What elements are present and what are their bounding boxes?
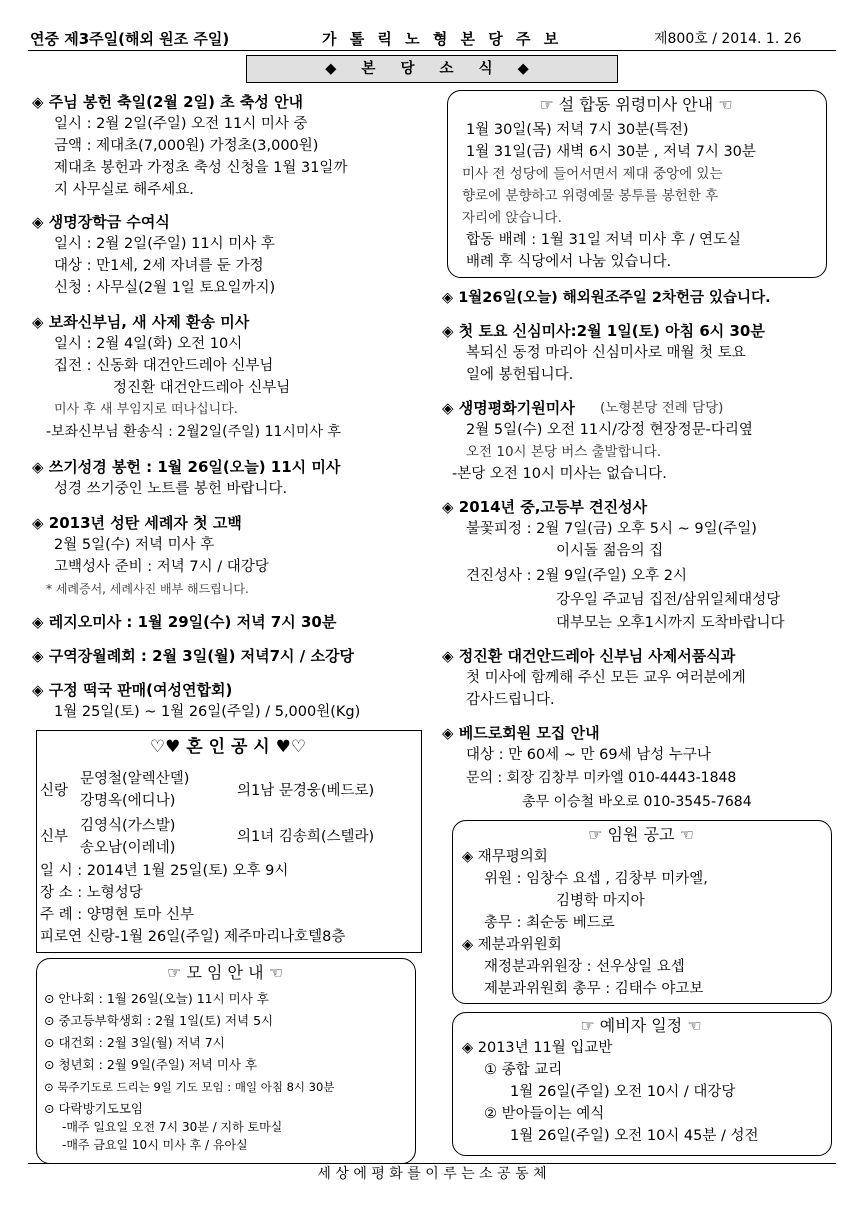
notice-line: 배례 후 식당에서 나눔 있습니다. <box>466 254 672 270</box>
header-season: 연중 제3주일(해외 원조 주일) <box>30 30 230 48</box>
notice-candlemas-title: ◈ 주님 봉헌 축일(2월 2일) 초 축성 안내 <box>32 93 304 111</box>
catechumen-title: ☞ 예비자 일정 ☜ <box>580 1016 702 1035</box>
notice-line: 지 사무실로 해주세요. <box>54 182 194 198</box>
catechumen-line: ① 종합 교리 <box>484 1062 563 1078</box>
notice-line: 문의 : 회장 김창부 미카엘 010-4443-1848 <box>466 770 737 786</box>
notice-bible-title: ◈ 쓰기성경 봉헌 : 1월 26일(오늘) 11시 미사 <box>32 458 341 476</box>
section-banner: ◆ 본 당 소 식 ◆ <box>246 55 618 83</box>
notice-line: -보좌신부님 환송식 : 2월2일(주일) 11시미사 후 <box>46 424 341 440</box>
wedding-title: ♡♥ 혼 인 공 시 ♥♡ <box>149 737 307 757</box>
notice-line: 1월 30일(목) 저녁 7시 30분(특전) <box>466 122 689 138</box>
meeting-item: ⊙ 대건회 : 2월 3일(월) 저녁 7시 <box>44 1035 225 1050</box>
notice-line: 대상 : 만 60세 ~ 만 69세 남성 누구나 <box>466 747 711 763</box>
officers-title: ☞ 임원 공고 ☜ <box>588 825 694 844</box>
notice-line: 1월 25일(토) ~ 1월 26일(주일) / 5,000원(Kg) <box>54 704 361 720</box>
notice-line: * 세례증서, 세례사진 배부 해드립니다. <box>46 582 249 596</box>
notice-line: 일시 : 2월 4일(화) 오전 10시 <box>54 336 243 352</box>
notice-line: 제대초 봉헌과 가정초 축성 신청을 1월 31일까 <box>54 160 348 176</box>
notice-line: 오전 10시 본당 버스 출발합니다. <box>466 444 662 460</box>
notice-line: 감사드립니다. <box>466 692 555 708</box>
notice-line: 신청 : 사무실(2월 1일 토요일까지) <box>54 280 276 296</box>
officers-line: ◈ 재무평의회 <box>462 849 548 865</box>
notice-line: 2월 5일(수) 오전 11시/강정 현장정문-다리옆 <box>466 422 753 438</box>
notice-line: 대상 : 만1세, 2세 자녀를 둔 가정 <box>54 258 264 274</box>
meeting-item: ⊙ 다락방기도모임 <box>44 1101 143 1116</box>
bulletin-title: 가 톨 릭 노 형 본 당 주 보 <box>322 30 563 48</box>
notice-line: 불꽃피정 : 2월 7일(금) 오후 5시 ~ 9일(주일) <box>466 521 757 537</box>
notice-first-saturday-title: ◈ 첫 토요 신심미사:2월 1일(토) 아침 6시 30분 <box>442 322 765 340</box>
meeting-item: ⊙ 묵주기도로 드리는 9일 기도 모임 : 매일 아침 8시 30분 <box>44 1080 335 1094</box>
notice-line: 고백성사 준비 : 저녁 7시 / 대강당 <box>54 559 269 575</box>
bride-parents: 송오남(이레네) <box>80 840 176 856</box>
notice-line: 첫 미사에 함께해 주신 모든 교우 여러분에게 <box>466 670 746 686</box>
wedding-reception: 피로연 신랑-1월 26일(주일) 제주마리나호텔8층 <box>40 929 346 945</box>
catechumen-line: 1월 26일(주일) 오전 10시 45분 / 성전 <box>510 1128 759 1144</box>
notice-scholarship-title: ◈ 생명장학금 수여식 <box>32 213 170 231</box>
wedding-place: 장 소 : 노형성당 <box>40 885 143 901</box>
notice-line: 이시돌 젊음의 집 <box>556 543 664 559</box>
notice-farewell-title: ◈ 보좌신부님, 새 사제 환송 미사 <box>32 313 250 331</box>
notice-line: 강우일 주교님 집전/삼위일체대성당 <box>556 592 781 608</box>
notice-line: 복되신 동정 마리아 신심미사로 매월 첫 토요 <box>466 345 746 361</box>
officers-line: 재정분과위원장 : 선우상일 요셉 <box>484 959 685 975</box>
notice-peace-mass-sub: (노형본당 전례 담당) <box>600 400 724 416</box>
meeting-item: -매주 일요일 오전 7시 30분 / 지하 토마실 <box>62 1120 283 1134</box>
notice-line: 견진성사 : 2월 9일(주일) 오후 2시 <box>466 568 687 584</box>
notice-line: 일에 봉헌됩니다. <box>466 367 574 383</box>
notice-line: 일시 : 2월 2일(주일) 11시 미사 후 <box>54 236 275 252</box>
catechumen-line: 1월 26일(주일) 오전 10시 / 대강당 <box>510 1084 736 1100</box>
notice-line: 1월 31일(금) 새벽 6시 30분 , 저녁 7시 30분 <box>466 144 756 160</box>
notice-line: 자리에 앉습니다. <box>462 210 562 226</box>
groom-parents: 문영철(알렉산델) <box>80 771 190 787</box>
memorial-mass-title: ☞ 설 합동 위령미사 안내 ☜ <box>539 95 733 114</box>
notice-line: 집전 : 신동화 대건안드레아 신부님 <box>54 358 274 374</box>
notice-line: 대부모는 오후1시까지 도착바랍니다 <box>556 615 785 631</box>
notice-line: 총무 이승철 바오로 010-3545-7684 <box>522 794 752 810</box>
notice-confirmation-title: ◈ 2014년 중,고등부 견진성사 <box>442 498 648 516</box>
wedding-date: 일 시 : 2014년 1월 25일(토) 오후 9시 <box>40 863 289 879</box>
notice-line: 금액 : 제대초(7,000원) 가정초(3,000원) <box>54 138 319 154</box>
meeting-item: ⊙ 중고등부학생회 : 2월 1일(토) 저녁 5시 <box>44 1013 274 1028</box>
groom-label: 신랑 <box>40 783 69 799</box>
meeting-item: ⊙ 청년회 : 2월 9일(주일) 저녁 미사 후 <box>44 1057 258 1072</box>
issue-number: 제800호 / 2014. 1. 26 <box>654 31 802 47</box>
groom-parents: 강명옥(에디나) <box>80 793 176 809</box>
meeting-item: ⊙ 안나회 : 1월 26일(오늘) 11시 미사 후 <box>44 991 269 1006</box>
footer-motto: 세 상 에 평 화 를 이 루 는 소 공 동 체 <box>317 1166 547 1182</box>
notice-line: 2월 5일(수) 저녁 미사 후 <box>54 537 215 553</box>
notice-line: 합동 배례 : 1월 31일 저녁 미사 후 / 연도실 <box>466 232 742 248</box>
header-rule <box>28 50 836 51</box>
wedding-officiant: 주 례 : 양명현 토마 신부 <box>40 907 194 923</box>
notice-line: 미사 전 성당에 들어서면서 제대 중앙에 있는 <box>462 166 723 182</box>
notice-collection-title: ◈ 1월26일(오늘) 해외원조주일 2차헌금 있습니다. <box>442 290 771 306</box>
notice-line: 미사 후 새 부임지로 떠나십니다. <box>54 402 238 417</box>
catechumen-line: ◈ 2013년 11월 입교반 <box>462 1040 613 1056</box>
officers-line: 김병학 마지아 <box>556 893 645 909</box>
notice-confession-title: ◈ 2013년 성탄 세례자 첫 고백 <box>32 514 242 532</box>
bride-name: 의1녀 김송희(스텔라) <box>237 829 375 845</box>
bride-parents: 김영식(가스발) <box>80 818 176 834</box>
meetings-title: ☞ 모 임 안 내 ☜ <box>167 963 283 982</box>
meeting-item: -매주 금요일 10시 미사 후 / 유아실 <box>62 1138 248 1152</box>
notice-legio-title: ◈ 레지오미사 : 1월 29일(수) 저녁 7시 30분 <box>32 613 337 631</box>
notice-leaders-title: ◈ 구역장월례회 : 2월 3일(월) 저녁7시 / 소강당 <box>32 647 354 665</box>
officers-line: ◈ 제분과위원회 <box>462 937 562 953</box>
notice-line: 정진환 대건안드레아 신부님 <box>113 380 291 396</box>
officers-line: 제분과위원회 총무 : 김태수 야고보 <box>484 981 704 997</box>
catechumen-line: ② 받아들이는 예식 <box>484 1106 605 1122</box>
notice-ricecake-title: ◈ 구정 떡국 판매(여성연합회) <box>32 681 233 699</box>
bride-label: 신부 <box>40 829 69 845</box>
officers-line: 위원 : 임창수 요셉 , 김창부 미카엘, <box>484 871 708 887</box>
officers-line: 총무 : 최순동 베드로 <box>484 915 615 931</box>
groom-name: 의1남 문경웅(베드로) <box>237 783 375 799</box>
notice-peace-mass-title: ◈ 생명평화기원미사 <box>442 399 575 417</box>
notice-line: 일시 : 2월 2일(주일) 오전 11시 미사 중 <box>54 116 308 132</box>
notice-ordination-title: ◈ 정진환 대건안드레아 신부님 사제서품식과 <box>442 647 736 665</box>
notice-peter-club-title: ◈ 베드로회원 모집 안내 <box>442 724 600 742</box>
notice-line: 성경 쓰기중인 노트를 봉헌 바랍니다. <box>54 481 288 497</box>
notice-line: 향로에 분향하고 위령예물 봉투를 봉헌한 후 <box>462 188 719 204</box>
notice-line: -본당 오전 10시 미사는 없습니다. <box>452 466 667 482</box>
